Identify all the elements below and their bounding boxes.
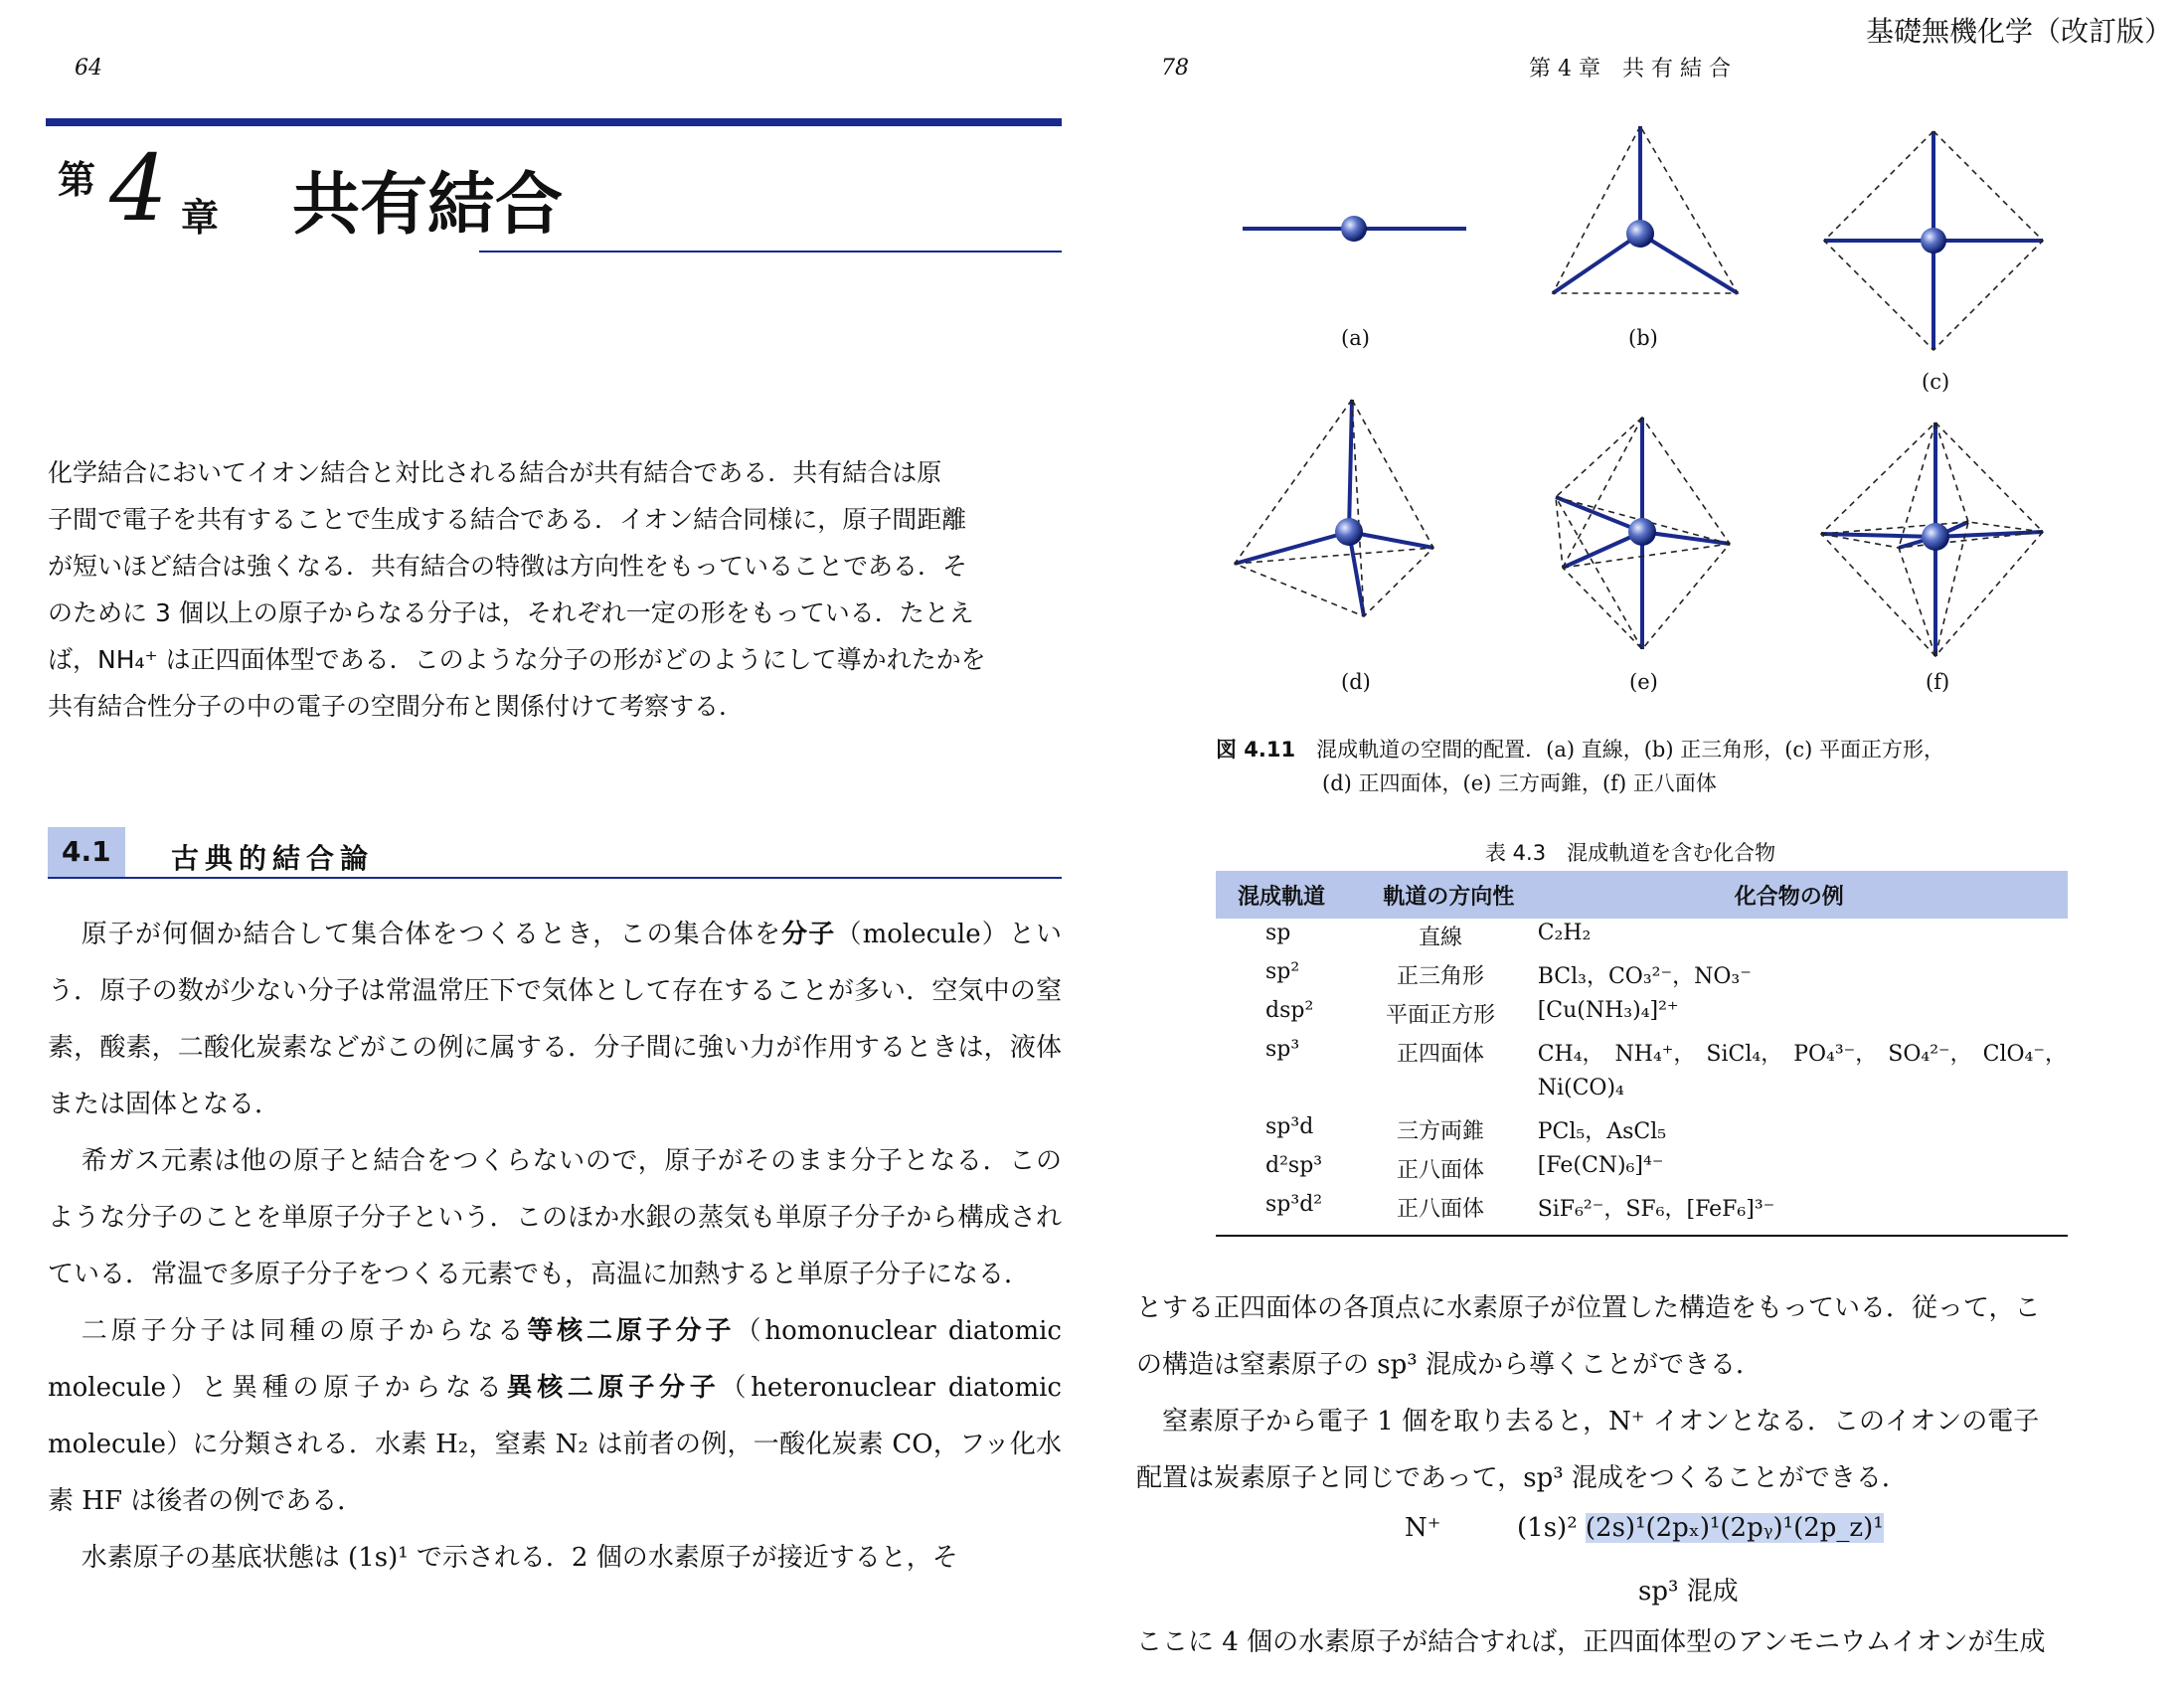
table-cell: 三方両錐 bbox=[1396, 1119, 1484, 1144]
intro-line: ば，NH₄⁺ は正四面体型である．このような分子の形がどのようにして導かれたかを bbox=[48, 645, 986, 674]
figure-label-f: (f) bbox=[1926, 670, 1950, 694]
intro-line: が短いほど結合は強くなる．共有結合の特徴は方向性をもっていることである．そ bbox=[48, 552, 968, 581]
running-head: 第 4 章 共 有 結 合 bbox=[1529, 57, 1731, 82]
equation-core: (1s)² bbox=[1517, 1513, 1578, 1543]
intro-line: 化学結合においてイオン結合と対比される結合が共有結合である．共有結合は原 bbox=[48, 458, 942, 487]
text-line: の構造は窒素原子の sp³ 混成から導くことができる． bbox=[1136, 1350, 1762, 1380]
table-cell: 正四面体 bbox=[1396, 1042, 1484, 1067]
chapter-title-underline bbox=[479, 251, 1062, 253]
figure-label-a: (a) bbox=[1341, 326, 1370, 350]
table-cell: SiF₆²⁻，SF₆，[FeF₆]³⁻ bbox=[1537, 1197, 1775, 1222]
text-line: とする正四面体の各頂点に水素原子が位置した構造をもっている．従って，こ bbox=[1136, 1293, 2041, 1323]
paragraph-text: （homonuclear diatomic molecule）と異種の原子からなる bbox=[48, 1316, 1062, 1403]
table-cell: 正八面体 bbox=[1396, 1197, 1484, 1222]
table-row bbox=[1216, 1112, 2068, 1151]
figure-hybrid-orbitals bbox=[1213, 104, 2127, 721]
table-title: 表 4.3 混成軌道を含む化合物 bbox=[1485, 841, 1776, 865]
chapter-title: 共有結合 bbox=[292, 166, 564, 245]
table-header: 混成軌道 bbox=[1216, 871, 1355, 919]
equation-note: sp³ 混成 bbox=[1638, 1577, 1739, 1606]
figure-label-c: (c) bbox=[1922, 370, 1950, 394]
table-cell bbox=[1355, 1074, 1525, 1112]
table-cell: Ni(CO)₄ bbox=[1537, 1076, 1624, 1100]
figure-label-d: (d) bbox=[1341, 670, 1371, 694]
section-underline bbox=[48, 877, 1062, 879]
table-row bbox=[1216, 1074, 2068, 1112]
table-cell: sp³d bbox=[1265, 1114, 1314, 1139]
text-line: 配置は炭素原子と同じであって，sp³ 混成をつくることができる． bbox=[1136, 1463, 1908, 1493]
atom-f bbox=[1922, 523, 1949, 551]
figure-caption-line1: 混成軌道の空間的配置．(a) 直線，(b) 正三角形，(c) 平面正方形， bbox=[1316, 738, 1945, 761]
table-row bbox=[1216, 1035, 2068, 1074]
figure-caption-line2: (d) 正四面体，(e) 三方両錐，(f) 正八面体 bbox=[1322, 771, 1717, 795]
paragraph bbox=[48, 1303, 1062, 1530]
intro-line: 子間で電子を共有することで生成する結合である．イオン結合同様に，原子間距離 bbox=[48, 505, 967, 534]
table-row bbox=[1216, 1190, 2068, 1229]
chapter-intro bbox=[48, 449, 1062, 730]
chapter-suffix: 章 bbox=[181, 196, 220, 240]
right-page-number: 78 bbox=[1161, 56, 1189, 81]
hybrid-orbital-table bbox=[1216, 871, 2068, 1229]
table-cell: dsp² bbox=[1265, 998, 1314, 1023]
table-row bbox=[1216, 919, 2068, 957]
table-cell: 直線 bbox=[1418, 926, 1462, 950]
intro-line: のために 3 個以上の原子からなる分子は，それぞれ一定の形をもっている．たとえ bbox=[48, 598, 974, 627]
table-cell: 正三角形 bbox=[1396, 964, 1484, 989]
table-row bbox=[1216, 957, 2068, 996]
table-cell: sp² bbox=[1265, 959, 1300, 984]
paragraph-text: 原子が何個か結合して集合体をつくるとき，この集合体を bbox=[81, 920, 782, 949]
figure-caption bbox=[1216, 734, 1944, 763]
atom-b bbox=[1626, 220, 1654, 248]
section-number: 4.1 bbox=[48, 827, 125, 877]
chapter-prefix: 第 bbox=[58, 158, 96, 202]
chapter-top-rule bbox=[46, 118, 1062, 126]
section-body bbox=[48, 907, 1062, 1587]
electron-configuration bbox=[1405, 1513, 1884, 1543]
table-cell: CH₄， NH₄⁺， SiCl₄， PO₄³⁻， SO₄²⁻， ClO₄⁻， bbox=[1537, 1042, 2067, 1067]
figure-label-b: (b) bbox=[1628, 326, 1658, 350]
table-cell: sp bbox=[1265, 921, 1291, 945]
table-cell: sp³ bbox=[1265, 1037, 1300, 1062]
text-line: 窒素原子から電子 1 個を取り去ると，N⁺ イオンとなる．このイオンの電子 bbox=[1136, 1407, 2040, 1437]
paragraph-text: 二原子分子は同種の原子からなる bbox=[81, 1316, 528, 1346]
paragraph bbox=[48, 907, 1062, 1133]
figure-label-e: (e) bbox=[1629, 670, 1658, 694]
table-bottom-rule bbox=[1216, 1235, 2068, 1237]
table-cell: PCl₅，AsCl₅ bbox=[1537, 1119, 1667, 1144]
table-header: 軌道の方向性 bbox=[1355, 871, 1525, 919]
table-cell bbox=[1216, 1074, 1355, 1112]
table-row bbox=[1216, 996, 2068, 1035]
chapter-number: 4 bbox=[109, 135, 168, 242]
paragraph-text: （molecule）という．原子の数が少ない分子は常温常圧下で気体として存在することが多い．空気中の窒素，酸素，二酸化炭素などがこの例に属する．分子間に強い力が作用するときは，液体または固体となる． bbox=[48, 920, 1062, 1119]
atom-d bbox=[1335, 518, 1363, 546]
table-compounds bbox=[1216, 871, 2068, 1237]
intro-line: 共有結合性分子の中の電子の空間分布と関係付けて考察する． bbox=[48, 692, 745, 721]
right-body bbox=[1136, 1280, 2150, 1507]
bold-term: 等核二原子分子 bbox=[527, 1316, 736, 1346]
equation-valence-highlight: (2s)¹(2pₓ)¹(2pᵧ)¹(2p_z)¹ bbox=[1585, 1513, 1884, 1543]
equation-ion: N⁺ bbox=[1405, 1513, 1441, 1543]
table-cell: [Fe(CN)₆]⁴⁻ bbox=[1537, 1153, 1664, 1178]
section-title: 古典的結合論 bbox=[171, 842, 375, 875]
atom-a bbox=[1341, 216, 1367, 242]
bold-term: 分子 bbox=[781, 920, 836, 949]
figure-caption-label: 図 4.11 bbox=[1216, 738, 1296, 761]
table-cell: BCl₃，CO₃²⁻，NO₃⁻ bbox=[1537, 964, 1752, 989]
left-page-number: 64 bbox=[75, 56, 102, 81]
table-cell: 平面正方形 bbox=[1385, 1003, 1495, 1028]
table-cell: d²sp³ bbox=[1265, 1153, 1323, 1178]
paragraph bbox=[48, 1530, 1062, 1587]
table-header: 化合物の例 bbox=[1526, 871, 2068, 919]
table-cell: sp³d² bbox=[1265, 1192, 1323, 1217]
table-row bbox=[1216, 1151, 2068, 1190]
paragraph bbox=[48, 1133, 1062, 1303]
last-line: ここに 4 個の水素原子が結合すれば，正四面体型のアンモニウムイオンが生成 bbox=[1136, 1627, 2046, 1657]
atom-c bbox=[1921, 228, 1946, 254]
book-title: 基礎無機化学（改訂版） bbox=[1865, 15, 2172, 48]
table-cell: 正八面体 bbox=[1396, 1158, 1484, 1183]
paragraph-text: 水素原子の基底状態は (1s)¹ で示される．2 個の水素原子が接近すると，そ bbox=[81, 1543, 958, 1573]
table-cell: [Cu(NH₃)₄]²⁺ bbox=[1537, 998, 1679, 1023]
paragraph-text: （heteronuclear diatomic molecule）に分類される．水素 H₂，窒素 N₂ は前者の例，一酸化炭素 CO，フッ化水素 HF は後者の例である． bbox=[48, 1373, 1062, 1516]
bold-term: 異核二原子分子 bbox=[506, 1373, 721, 1403]
paragraph-text: 希ガス元素は他の原子と結合をつくらないので，原子がそのまま分子となる．このような分子のことを単原子分子という．このほか水銀の蒸気も単原子分子から構成されている．常温で多原子分子をつくる元素でも，高温に加熱すると単原子分子になる． bbox=[48, 1146, 1062, 1289]
table-cell: C₂H₂ bbox=[1537, 921, 1592, 945]
atom-e bbox=[1628, 518, 1656, 546]
